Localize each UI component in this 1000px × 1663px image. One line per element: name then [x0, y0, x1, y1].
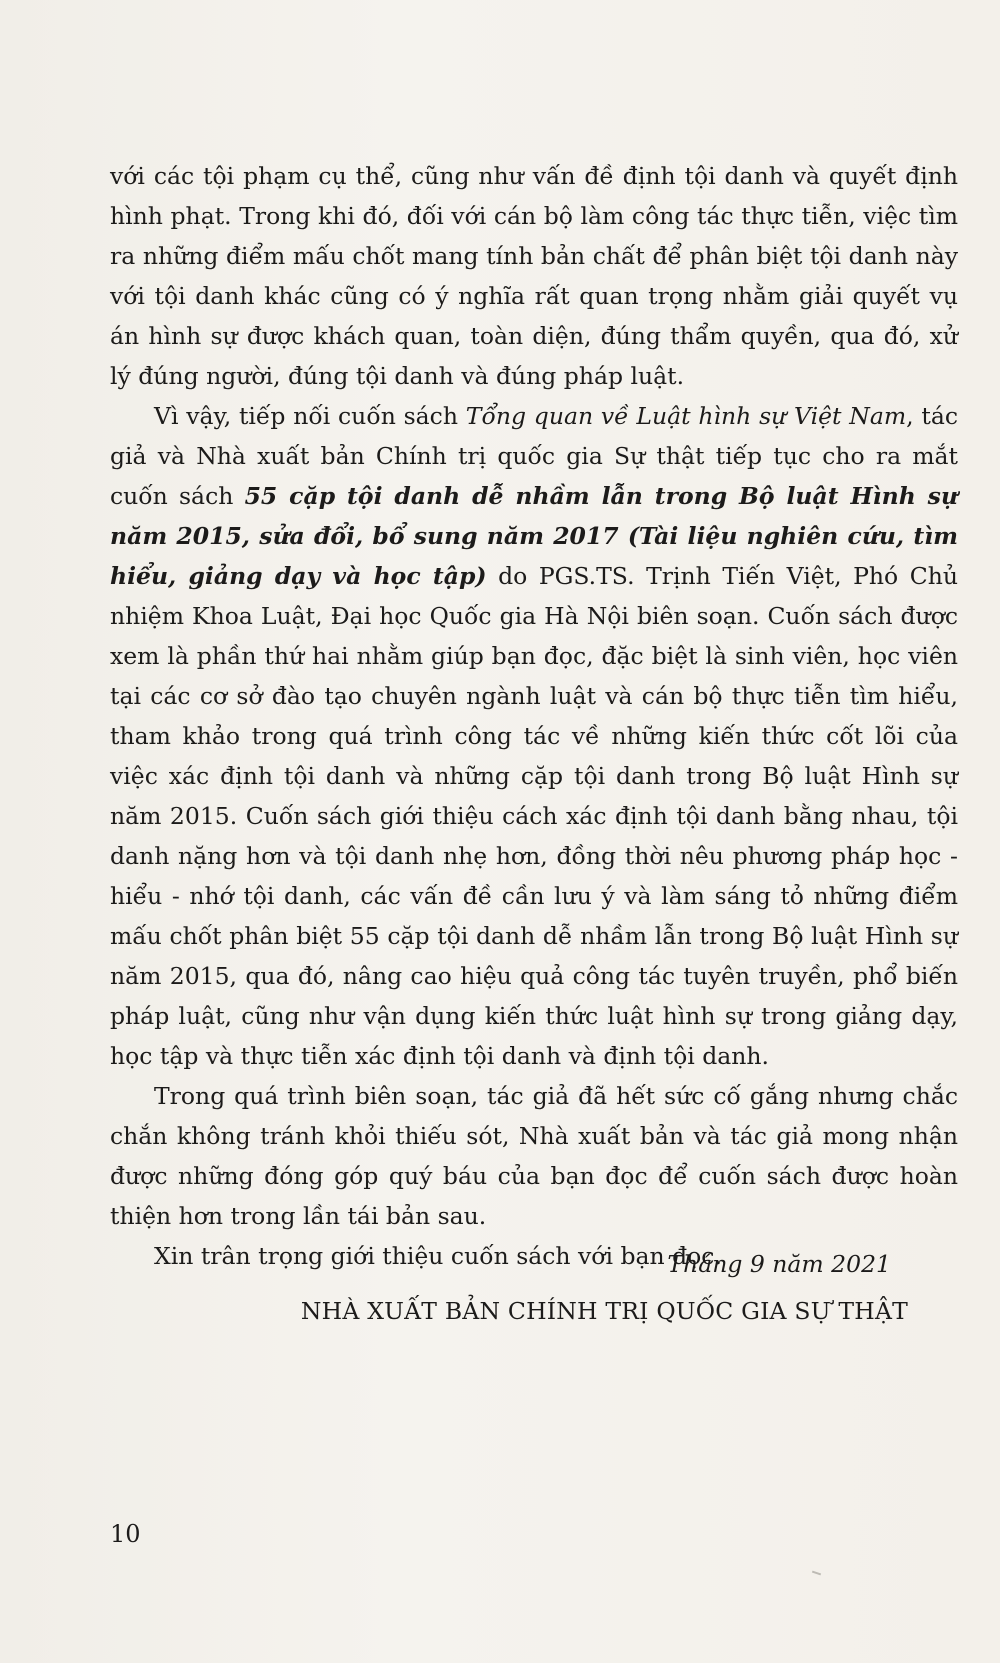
publisher-name: NHÀ XUẤT BẢN CHÍNH TRỊ QUỐC GIA SỰ THẬT	[300, 1297, 908, 1325]
paragraph-acknowledgement: Trong quá trình biên soạn, tác giả đã hết sức cố gắng nhưng chắc chắn không tránh khỏi thiếu sót, Nhà xuất bản và tác giả mong nhận được những đóng góp quý báu của bạn đọc để cuốn sách được hoàn thiện hơn trong lần tái bản sau.	[110, 1082, 958, 1230]
intro-text-start: Vì vậy, tiếp nối cuốn sách	[154, 402, 466, 430]
previous-book-title: Tổng quan về Luật hình sự Việt Nam	[465, 402, 907, 430]
paragraph-book-introduction	[110, 396, 958, 1076]
paragraph-continuation: với các tội phạm cụ thể, cũng như vấn đề định tội danh và quyết định hình phạt. Trong khi đó, đối với cán bộ làm công tác thực tiễn, việc tìm ra những điểm mấu chốt mang tính bản chất để phân biệt tội danh này với tội danh khác cũng có ý nghĩa rất quan trọng nhằm giải quyết vụ án hình sự được khách quan, toàn diện, đúng thẩm quyền, qua đó, xử lý đúng người, đúng tội danh và đúng pháp luật.	[110, 162, 958, 390]
paper-speck	[812, 1571, 821, 1576]
intro-text-middle: , tác giả và Nhà xuất bản Chính trị quốc gia Sự thật tiếp tục cho ra mắt cuốn sách	[110, 402, 958, 510]
page-number: 10	[110, 1520, 141, 1548]
intro-text-end: do PGS.TS. Trịnh Tiến Việt, Phó Chủ nhiệm Khoa Luật, Đại học Quốc gia Hà Nội biên soạn. Cuốn sách được xem là phần thứ hai nhằm giúp bạn đọc, đặc biệt là sinh viên, học viên tại các cơ sở đào tạo chuyên ngành luật và cán bộ thực tiễn tìm hiểu, tham khảo trong quá trình công tác về những kiến thức cốt lõi của việc xác định tội danh và những cặp tội danh trong Bộ luật Hình sự năm 2015. Cuốn sách giới thiệu cách xác định tội danh bằng nhau, tội danh nặng hơn và tội danh nhẹ hơn, đồng thời nêu phương pháp học - hiểu - nhớ tội danh, các vấn đề cần lưu ý và làm sáng tỏ những điểm mấu chốt phân biệt 55 cặp tội danh dễ nhầm lẫn trong Bộ luật Hình sự năm 2015, qua đó, nâng cao hiệu quả công tác tuyên truyền, phổ biến pháp luật, cũng như vận dụng kiến thức luật hình sự trong giảng dạy, học tập và thực tiễn xác định tội danh và định tội danh.	[110, 562, 958, 1070]
body-text	[110, 156, 958, 1276]
book-title: 55 cặp tội danh dễ nhầm lẫn trong Bộ luật Hình sự năm 2015, sửa đổi, bổ sung năm 2017 (Tài liệu nghiên cứu, tìm hiểu, giảng dạy và học tập)	[110, 482, 958, 590]
signoff-date: Tháng 9 năm 2021	[667, 1250, 891, 1278]
paragraph-closing: Xin trân trọng giới thiệu cuốn sách với bạn đọc.	[154, 1242, 722, 1270]
